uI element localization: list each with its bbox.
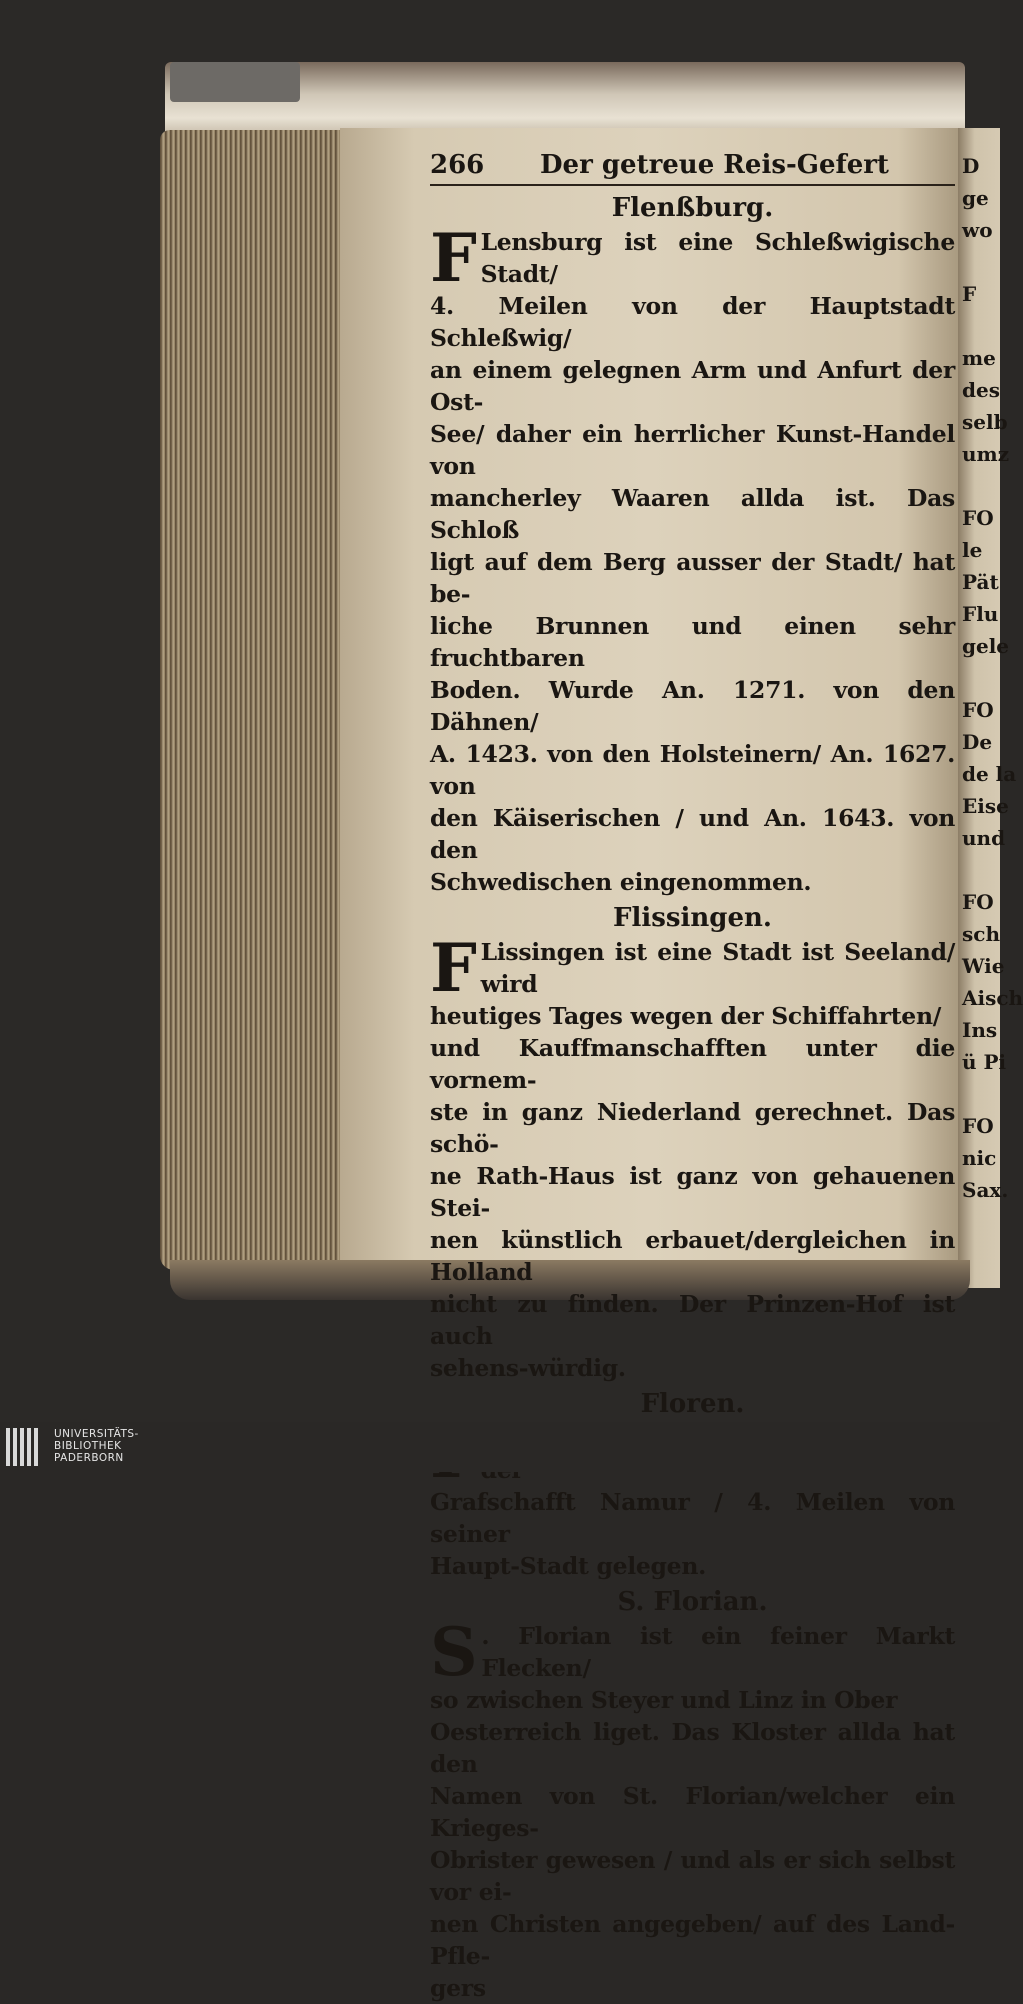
facing-page-fragment: gele	[962, 634, 1010, 658]
facing-page-fragment	[962, 246, 1000, 278]
library-name-line: PADERBORN	[54, 1452, 124, 1464]
page-number: 266	[430, 150, 485, 180]
footer-bar	[0, 1422, 1000, 1472]
entry-heading: Flissingen.	[613, 903, 772, 933]
facing-page-fragment: ü Pi	[962, 1050, 1007, 1074]
facing-page-fragment: le	[962, 538, 983, 562]
book-cover-corner	[170, 62, 300, 102]
facing-page-fragment: wo	[962, 218, 993, 242]
facing-page-fragment: Eise	[962, 794, 1009, 818]
facing-page-fragment: umz	[962, 442, 1010, 466]
facing-page-fragment	[962, 310, 1000, 342]
facing-page-fragment	[962, 662, 1000, 694]
facing-page-fragment: D	[962, 154, 980, 178]
facing-page-fragment: ge	[962, 186, 989, 210]
facing-page-fragment: Pät	[962, 570, 999, 594]
entry-body	[430, 929, 955, 1384]
entry-body	[430, 1613, 955, 2004]
facing-page-fragment: De	[962, 730, 993, 754]
facing-page-fragment: sch	[962, 922, 1000, 946]
entry-floren	[430, 1388, 955, 1582]
entry-body	[430, 219, 955, 898]
entry-heading: Floren.	[640, 1389, 745, 1419]
facing-page-fragment: Aisch	[962, 986, 1023, 1010]
library-logo-icon	[6, 1428, 46, 1466]
entry-text: Lissingen ist eine Stadt ist Seeland/ wird heutiges Tages wegen der Schiffahrten/ und Kauffmanschafften unter die vornem- ste in ganz Niederland gerechnet. Das schö- ne Rath-Haus ist ganz von gehauenen Stei- nen künstlich erbauet/dergleichen in Holland nicht zu finden. Der Prinzen-Hof ist auch sehens-würdig.	[430, 938, 955, 1382]
entry-text: Lensburg ist eine Schleßwigische Stadt/ 4. Meilen von der Hauptstadt Schleßwig/ an einem gelegnen Arm und Anfurt der Ost- See/ daher ein herrlicher Kunst-Handel von mancherley Waaren allda ist. Das Schloß ligt auf dem Berg ausser der Stadt/ hat be- liche Brunnen und einen sehr fruchtbaren Boden. Wurde An. 1271. von den Dähnen/ A. 1423. von den Holsteinern/ An. 1627. von den Käiserischen / und An. 1643. von den Schwedischen eingenommen.	[430, 228, 955, 896]
library-name-line: BIBLIOTHEK	[54, 1440, 122, 1452]
facing-page-fragment: de la	[962, 762, 1017, 786]
drop-cap: S	[430, 1613, 478, 1691]
facing-page-fragment: FO	[962, 698, 994, 722]
facing-page-fragment: F	[962, 282, 977, 306]
page-edges	[160, 130, 350, 1270]
facing-page-fragment: und	[962, 826, 1006, 850]
facing-page-fragment: me	[962, 346, 996, 370]
facing-page-fragment: FO	[962, 890, 994, 914]
facing-page-fragment: Sax.	[962, 1178, 1009, 1202]
page-header	[430, 150, 955, 186]
facing-page-fragment: nic	[962, 1146, 997, 1170]
running-title: Der getreue Reis-Gefert	[540, 150, 889, 180]
library-name	[54, 1428, 139, 1464]
facing-page-fragment: FO	[962, 1114, 994, 1138]
facing-page-fragment: FO	[962, 506, 994, 530]
drop-cap: F	[430, 929, 477, 1007]
facing-page-fragment	[962, 1078, 1000, 1110]
drop-cap: F	[430, 219, 477, 297]
entry-text: Grafschafft Namur / 4. Meilen von seiner Haupt-Stadt gelegen.	[430, 1488, 955, 1580]
facing-page-fragment	[962, 470, 1000, 502]
entry-flensburg	[430, 192, 955, 898]
facing-page-fragment	[962, 854, 1000, 886]
entry-text: . Florian ist ein feiner Markt Flecken/ so zwischen Steyer und Linz in Ober Oesterreich liget. Das Kloster allda hat den Namen von St. Florian/welcher ein Krieges- Obrister gewesen / und als er sich selbst vor ei- nen Christen angegeben/ auf des Land-Pfle- gers	[430, 1622, 955, 2002]
facing-page-text-fragments	[962, 150, 1023, 1206]
library-name-line: UNIVERSITÄTS-	[54, 1428, 139, 1440]
entry-flissingen	[430, 902, 955, 1384]
facing-page-fragment: Ins	[962, 1018, 998, 1042]
entry-heading: S. Florian.	[617, 1587, 768, 1617]
facing-page-fragment: des	[962, 378, 1000, 402]
facing-page-fragment: selb	[962, 410, 1008, 434]
entry-heading: Flenßburg.	[611, 193, 774, 223]
facing-page-fragment: Flu	[962, 602, 999, 626]
page-text	[430, 150, 955, 2004]
facing-page-fragment: Wie	[962, 954, 1005, 978]
entry-s-florian	[430, 1586, 955, 2004]
